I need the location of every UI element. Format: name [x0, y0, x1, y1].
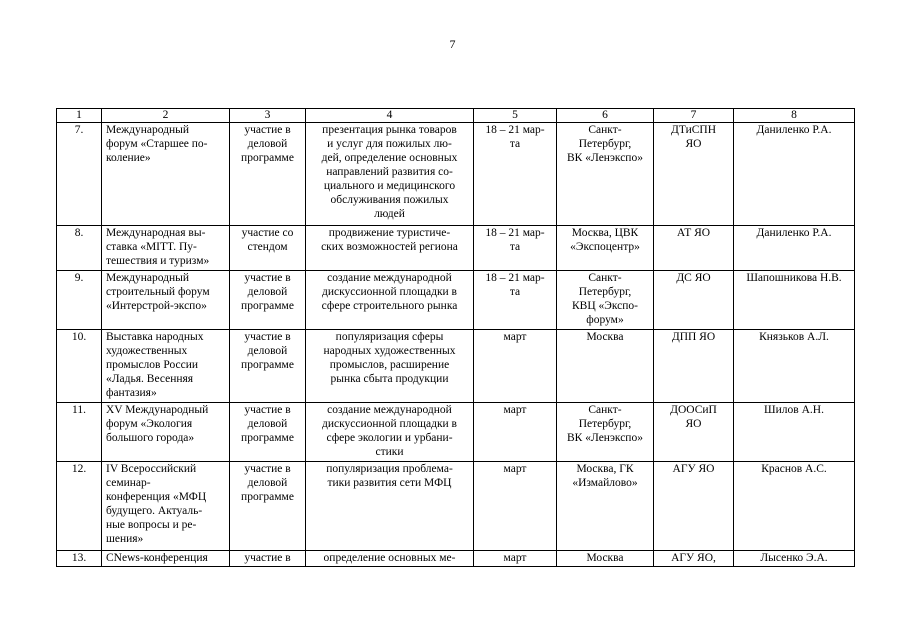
cell-line: ДС ЯО: [676, 272, 711, 284]
cell-line: форум»: [586, 314, 624, 326]
cell-line: АГУ ЯО,: [671, 552, 716, 564]
cell-organizer: [654, 271, 734, 330]
cell-line: та: [509, 286, 521, 298]
cell-date: [474, 330, 557, 403]
cell-place: [557, 403, 654, 462]
cell-line: программе: [241, 300, 294, 312]
cell-line: та: [509, 138, 521, 150]
cell-line: 18 – 21 мар-: [485, 124, 545, 136]
cell-number: 7.: [57, 123, 102, 226]
cell-line: большого города»: [106, 432, 195, 444]
cell-line: март: [503, 331, 527, 343]
cell-event: [102, 226, 230, 271]
cell-line: март: [503, 404, 527, 416]
cell-line: ВК «Ленэкспо»: [567, 152, 643, 164]
cell-organizer: [654, 226, 734, 271]
cell-responsible: [734, 462, 855, 551]
cell-line: Даниленко Р.А.: [756, 124, 832, 136]
table-row: [57, 330, 855, 403]
cell-line: участие со: [241, 227, 294, 239]
cell-line: сфере строительного рынка: [321, 300, 458, 312]
cell-line: XV Международный: [106, 404, 209, 416]
cell-line: программе: [241, 432, 294, 444]
cell-line: «Измайлово»: [572, 477, 638, 489]
cell-format: [230, 123, 306, 226]
cell-number: 9.: [57, 271, 102, 330]
cell-line: участие в: [244, 463, 291, 475]
cell-number: 11.: [57, 403, 102, 462]
cell-event: [102, 123, 230, 226]
col-header: 2: [102, 109, 230, 123]
cell-line: «Интерстрой-экспо»: [106, 300, 207, 312]
cell-line: ДТиСПН: [670, 124, 717, 136]
cell-goal: [306, 551, 474, 567]
cell-line: участие в: [244, 552, 291, 564]
cell-line: Шапошникова Н.В.: [746, 272, 842, 284]
cell-line: дискуссионной площадки в: [322, 286, 457, 298]
page-number: 7: [449, 37, 456, 51]
events-table: [56, 108, 855, 567]
cell-line: форум «Старшее по-: [106, 138, 208, 150]
cell-date: [474, 123, 557, 226]
cell-line: ДООСиП: [670, 404, 717, 416]
cell-line: ставка «MITT. Пу-: [106, 241, 197, 253]
cell-line: ДПП ЯО: [671, 331, 716, 343]
cell-line: Петербург,: [578, 286, 632, 298]
cell-line: Международный: [106, 272, 190, 284]
cell-line: CNews-конференция: [106, 552, 208, 564]
cell-goal: [306, 271, 474, 330]
cell-event: [102, 462, 230, 551]
cell-number: 12.: [57, 462, 102, 551]
cell-line: циального и медицинского: [323, 180, 456, 192]
cell-line: участие в: [244, 272, 291, 284]
cell-line: ные вопросы и ре-: [106, 519, 197, 531]
cell-format: [230, 226, 306, 271]
cell-event: [102, 271, 230, 330]
cell-line: форум «Экология: [106, 418, 193, 430]
cell-line: семинар-: [106, 477, 151, 489]
cell-number: 10.: [57, 330, 102, 403]
cell-organizer: [654, 551, 734, 567]
cell-line: Москва, ГК: [576, 463, 634, 475]
cell-line: Москва: [586, 331, 624, 343]
cell-line: коление»: [106, 152, 151, 164]
cell-line: Лысенко Э.А.: [760, 552, 828, 564]
cell-organizer: [654, 330, 734, 403]
cell-line: людей: [374, 208, 405, 220]
cell-line: участие в: [244, 124, 291, 136]
cell-line: программе: [241, 359, 294, 371]
cell-line: Санкт-: [588, 404, 622, 416]
cell-line: КВЦ «Экспо-: [571, 300, 638, 312]
cell-line: народных художественных: [323, 345, 456, 357]
cell-goal: [306, 226, 474, 271]
cell-goal: [306, 403, 474, 462]
table-row: [57, 271, 855, 330]
cell-format: [230, 551, 306, 567]
col-header: 7: [654, 109, 734, 123]
cell-line: Москва: [586, 552, 624, 564]
cell-goal: [306, 123, 474, 226]
cell-line: Санкт-: [588, 272, 622, 284]
cell-date: [474, 403, 557, 462]
col-header: 6: [557, 109, 654, 123]
cell-line: та: [509, 241, 521, 253]
cell-event: [102, 403, 230, 462]
cell-organizer: [654, 462, 734, 551]
cell-number: 13.: [57, 551, 102, 567]
cell-responsible: [734, 330, 855, 403]
cell-place: [557, 123, 654, 226]
cell-line: Москва, ЦВК: [571, 227, 639, 239]
cell-goal: [306, 462, 474, 551]
header-row: [57, 109, 855, 123]
cell-line: строительный форум: [106, 286, 210, 298]
cell-line: 18 – 21 мар-: [485, 227, 545, 239]
cell-line: «Экспоцентр»: [570, 241, 640, 253]
cell-line: деловой: [247, 477, 288, 489]
cell-line: стендом: [247, 241, 288, 253]
cell-responsible: [734, 123, 855, 226]
cell-line: ВК «Ленэкспо»: [567, 432, 643, 444]
cell-line: Даниленко Р.А.: [756, 227, 832, 239]
cell-place: [557, 330, 654, 403]
cell-format: [230, 271, 306, 330]
cell-format: [230, 330, 306, 403]
cell-line: IV Всероссийский: [106, 463, 197, 475]
cell-line: тики развития сети МФЦ: [327, 477, 452, 489]
cell-number: 8.: [57, 226, 102, 271]
cell-responsible: [734, 226, 855, 271]
cell-responsible: [734, 403, 855, 462]
cell-line: стики: [375, 446, 404, 458]
col-header: 5: [474, 109, 557, 123]
cell-place: [557, 462, 654, 551]
cell-line: популяризация проблема-: [326, 463, 453, 475]
cell-line: конференция «МФЦ: [106, 491, 207, 503]
cell-line: Петербург,: [578, 418, 632, 430]
cell-line: АТ ЯО: [676, 227, 711, 239]
cell-line: ских возможностей региона: [321, 241, 458, 253]
cell-organizer: [654, 123, 734, 226]
cell-date: [474, 271, 557, 330]
cell-line: деловой: [247, 286, 288, 298]
cell-place: [557, 271, 654, 330]
cell-line: ЯО: [685, 418, 702, 430]
cell-line: дей, определение основных: [321, 152, 458, 164]
cell-line: Шилов А.Н.: [764, 404, 824, 416]
cell-line: АГУ ЯО: [672, 463, 715, 475]
cell-line: Международная вы-: [106, 227, 206, 239]
cell-line: март: [503, 552, 527, 564]
cell-date: [474, 226, 557, 271]
cell-line: популяризация сферы: [335, 331, 444, 343]
cell-line: Международный: [106, 124, 190, 136]
cell-line: сфере экологии и урбани-: [326, 432, 453, 444]
cell-format: [230, 462, 306, 551]
table-row: [57, 226, 855, 271]
col-header: 1: [57, 109, 102, 123]
cell-line: тешествия и туризм»: [106, 255, 210, 267]
cell-line: продвижение туристиче-: [328, 227, 451, 239]
table-row: [57, 123, 855, 226]
table-row: [57, 551, 855, 567]
cell-line: 18 – 21 мар-: [485, 272, 545, 284]
cell-line: участие в: [244, 404, 291, 416]
cell-line: Санкт-: [588, 124, 622, 136]
cell-line: художественных: [106, 345, 188, 357]
cell-line: Князьков А.Л.: [759, 331, 829, 343]
cell-line: создание международной: [327, 272, 452, 284]
cell-line: фантазия»: [106, 387, 157, 399]
cell-line: ЯО: [685, 138, 702, 150]
cell-line: Краснов А.С.: [761, 463, 827, 475]
cell-event: [102, 330, 230, 403]
cell-line: деловой: [247, 345, 288, 357]
col-header: 8: [734, 109, 855, 123]
cell-line: промыслов, расширение: [329, 359, 450, 371]
table-row: [57, 403, 855, 462]
cell-line: Выставка народных: [106, 331, 204, 343]
cell-line: март: [503, 463, 527, 475]
cell-place: [557, 226, 654, 271]
cell-format: [230, 403, 306, 462]
cell-event: [102, 551, 230, 567]
cell-line: и услуг для пожилых лю-: [327, 138, 452, 150]
cell-place: [557, 551, 654, 567]
cell-responsible: [734, 271, 855, 330]
cell-goal: [306, 330, 474, 403]
table-row: [57, 462, 855, 551]
cell-date: [474, 551, 557, 567]
cell-line: будущего. Актуаль-: [106, 505, 203, 517]
cell-responsible: [734, 551, 855, 567]
cell-line: рынка сбыта продукции: [330, 373, 449, 385]
cell-line: программе: [241, 152, 294, 164]
cell-line: «Ладья. Весенняя: [106, 373, 194, 385]
cell-line: определение основных ме-: [323, 552, 456, 564]
cell-line: направлений развития со-: [326, 166, 453, 178]
cell-line: деловой: [247, 138, 288, 150]
cell-line: Петербург,: [578, 138, 632, 150]
cell-line: шения»: [106, 533, 144, 545]
cell-line: обслуживания пожилых: [330, 194, 449, 206]
cell-organizer: [654, 403, 734, 462]
col-header: 3: [230, 109, 306, 123]
cell-line: участие в: [244, 331, 291, 343]
cell-line: программе: [241, 491, 294, 503]
cell-line: деловой: [247, 418, 288, 430]
cell-line: дискуссионной площадки в: [322, 418, 457, 430]
col-header: 4: [306, 109, 474, 123]
cell-line: создание международной: [327, 404, 452, 416]
cell-line: презентация рынка товаров: [322, 124, 457, 136]
cell-line: промыслов России: [106, 359, 198, 371]
cell-date: [474, 462, 557, 551]
